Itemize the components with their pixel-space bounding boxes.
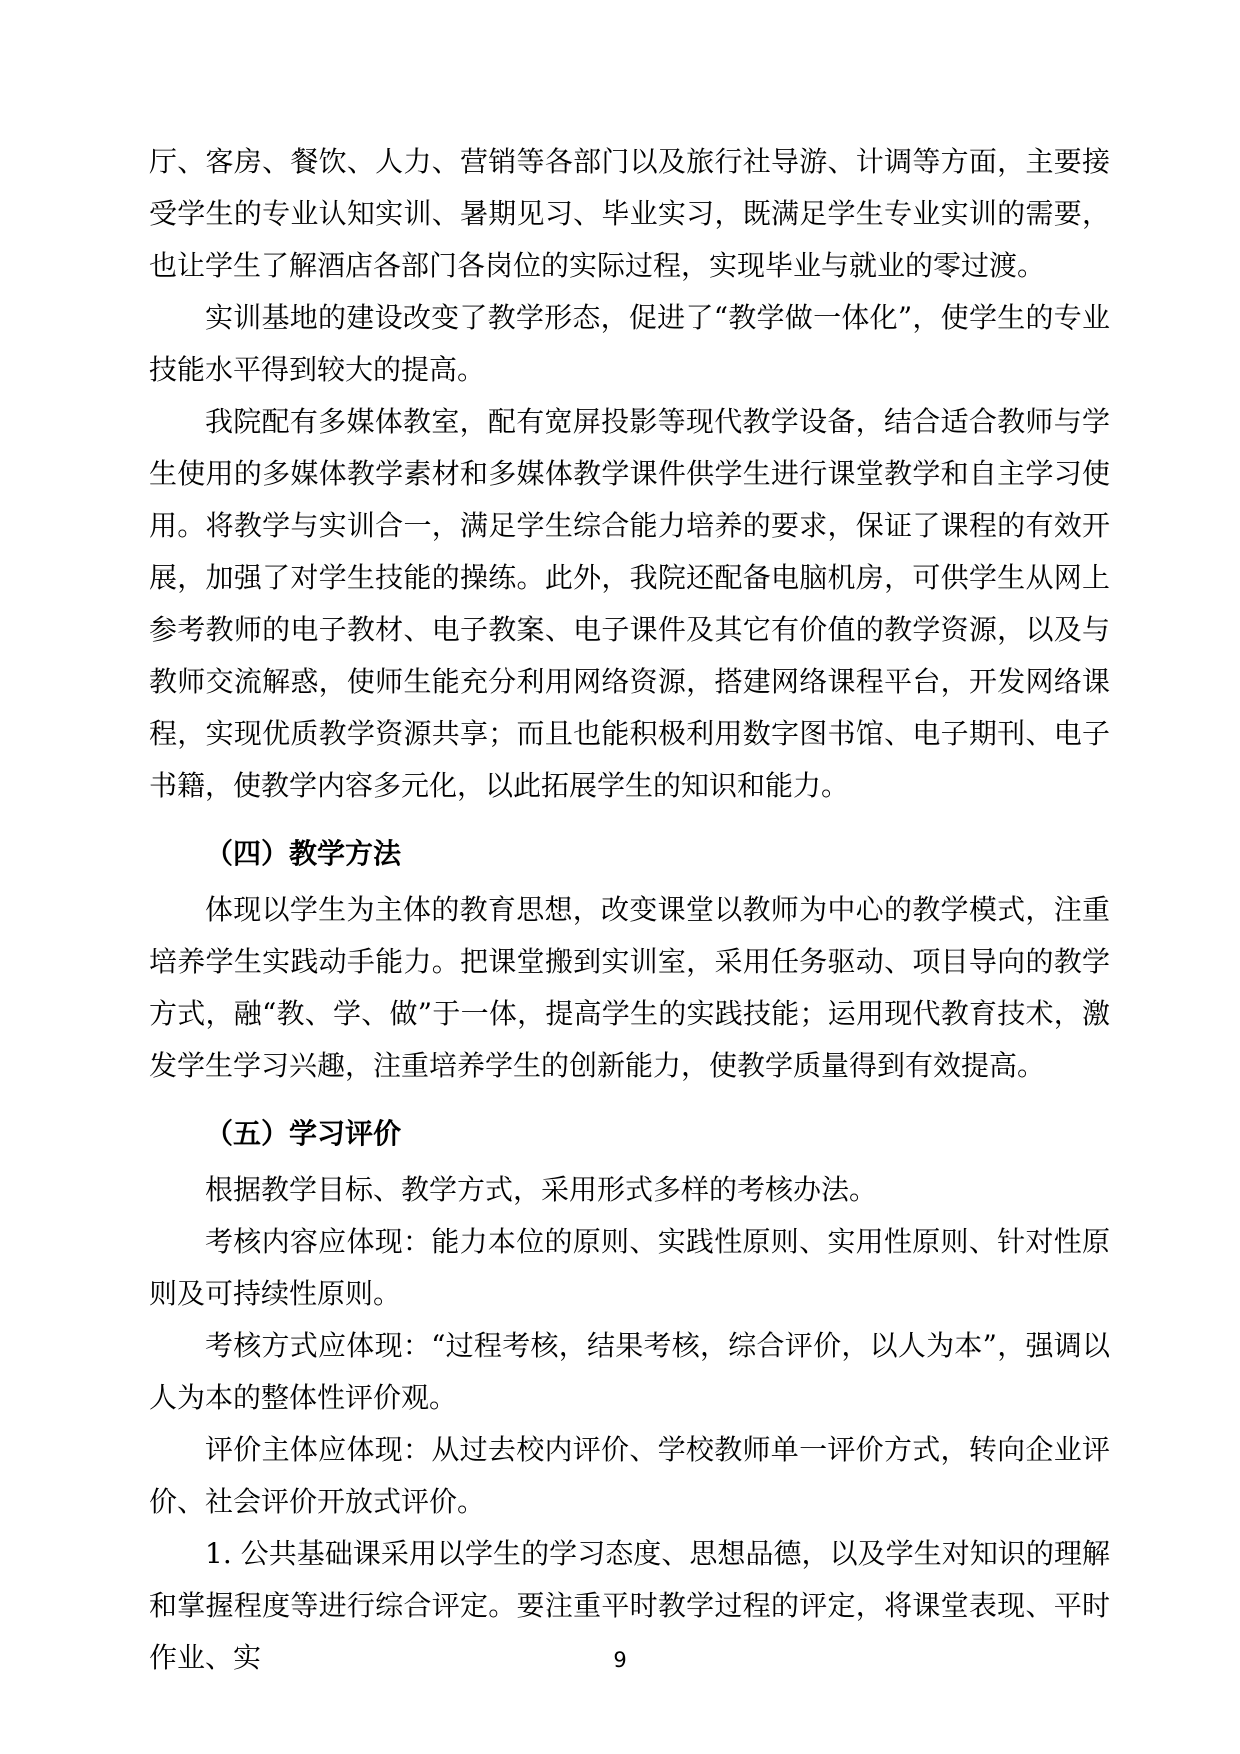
paragraph-training-base: 实训基地的建设改变了教学形态，促进了“教学做一体化”，使学生的专业技能水平得到较大的提高。 xyxy=(149,301,1110,386)
page-footer xyxy=(0,1648,1240,1672)
paragraph-multimedia-facilities: 我院配有多媒体教室，配有宽屏投影等现代教学设备，结合适合教师与学生使用的多媒体教学素材和多媒体教学课件供学生进行课堂教学和自主学习使用。将教学与实训合一，满足学生综合能力培养的要求，保证了课程的有效开展，加强了对学生技能的操练。此外，我院还配备电脑机房，可供学生从网上参考教师的电子教材、电子教案、电子课件及其它有价值的教学资源，以及与教师交流解惑，使师生能充分利用网络资源，搭建网络课程平台，开发网络课程，实现优质教学资源共享；而且也能积极利用数字图书馆、电子期刊、电子书籍，使教学内容多元化，以此拓展学生的知识和能力。 xyxy=(149,405,1110,802)
paragraph-teaching-methods: 体现以学生为主体的教育思想，改变课堂以教师为中心的教学模式，注重培养学生实践动手能力。把课堂搬到实训室，采用任务驱动、项目导向的教学方式，融“教、学、做”于一体，提高学生的实践技能；运用现代教育技术，激发学生学习兴趣，注重培养学生的创新能力，使教学质量得到有效提高。 xyxy=(149,893,1110,1082)
section-heading-teaching-methods: （四）教学方法 xyxy=(205,837,402,870)
document-body xyxy=(149,136,1110,1684)
paragraph-assessment-method: 考核方式应体现：“过程考核，结果考核，综合评价，以人为本”，强调以人为本的整体性评价观。 xyxy=(149,1329,1110,1414)
paragraph-internship-departments: 厅、客房、餐饮、人力、营销等各部门以及旅行社导游、计调等方面，主要接受学生的专业认知实训、暑期见习、毕业实习，既满足学生专业实训的需要，也让学生了解酒店各部门各岗位的实际过程，实现毕业与就业的零过渡。 xyxy=(149,145,1110,282)
paragraph-assessment-content: 考核内容应体现：能力本位的原则、实践性原则、实用性原则、针对性原则及可持续性原则。 xyxy=(149,1225,1110,1310)
paragraph-evaluation-subject: 评价主体应体现：从过去校内评价、学校教师单一评价方式，转向企业评价、社会评价开放式评价。 xyxy=(149,1433,1110,1518)
page-number: 9 xyxy=(613,1648,627,1672)
paragraph-assessment-approach: 根据教学目标、教学方式，采用形式多样的考核办法。 xyxy=(205,1173,878,1206)
paragraph-basic-course-evaluation: 1. 公共基础课采用以学生的学习态度、思想品德，以及学生对知识的理解和掌握程度等进行综合评定。要注重平时教学过程的评定，将课堂表现、平时作业、实 xyxy=(149,1537,1110,1674)
section-heading-learning-evaluation: （五）学习评价 xyxy=(205,1117,402,1150)
